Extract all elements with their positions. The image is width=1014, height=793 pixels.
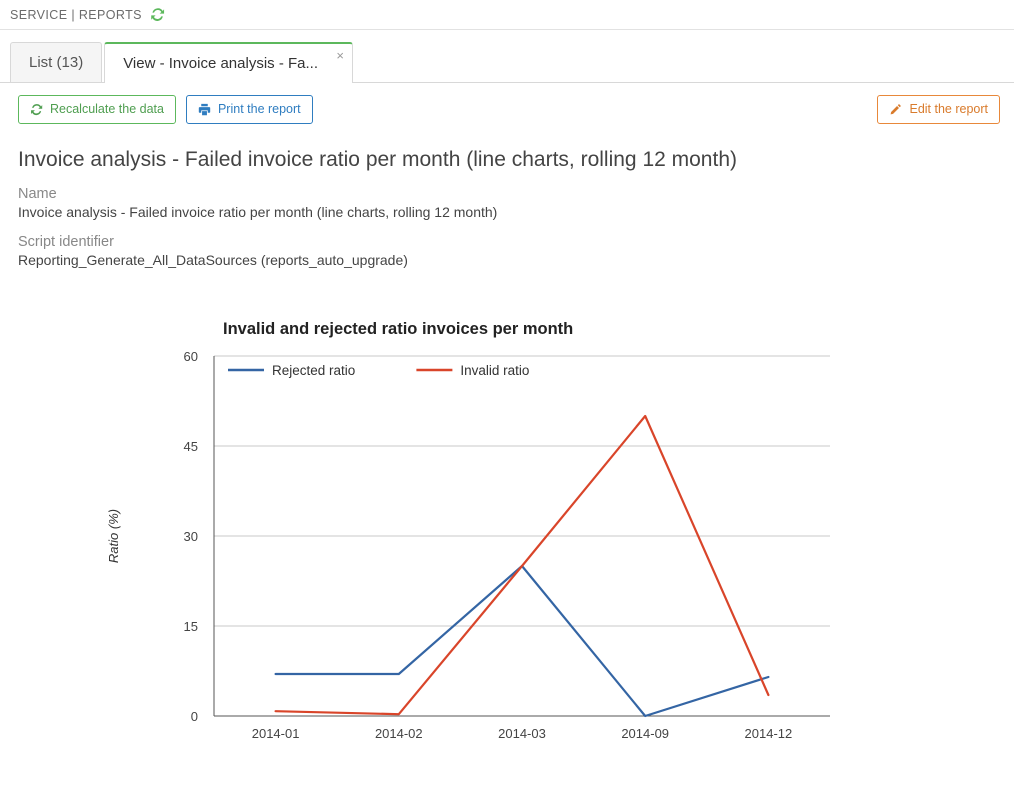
tab-view-invoice-analysis[interactable] [104, 42, 353, 83]
pencil-icon [889, 103, 902, 116]
tab-list-label: List (13) [29, 54, 84, 71]
chart-title: Invalid and rejected ratio invoices per month [223, 320, 574, 338]
tab-list[interactable] [10, 42, 102, 82]
print-report-button[interactable] [186, 95, 313, 124]
series-line [276, 566, 769, 716]
breadcrumb-bar [0, 0, 1014, 30]
refresh-icon[interactable] [150, 7, 165, 22]
script-identifier-value: Reporting_Generate_All_DataSources (reports_auto_upgrade) [18, 252, 408, 268]
breadcrumb[interactable]: SERVICE | REPORTS [10, 7, 142, 22]
page-title: Invoice analysis - Failed invoice ratio per month (line charts, rolling 12 month) [18, 148, 737, 171]
edit-report-label: Edit the report [909, 102, 988, 116]
legend-label: Invalid ratio [460, 363, 530, 378]
y-tick-label: 45 [183, 439, 198, 454]
x-tick-label: 2014-03 [498, 726, 546, 741]
tab-view-label: View - Invoice analysis - Fa... [123, 55, 318, 72]
y-tick-label: 60 [183, 349, 198, 364]
report-body [0, 148, 1014, 760]
toolbar [0, 83, 1014, 130]
print-report-label: Print the report [217, 102, 301, 116]
name-value: Invoice analysis - Failed invoice ratio per month (line charts, rolling 12 month) [18, 204, 498, 220]
legend-label: Rejected ratio [272, 363, 356, 378]
edit-report-button[interactable] [877, 95, 1000, 124]
x-tick-label: 2014-02 [374, 726, 423, 741]
x-tick-label: 2014-12 [744, 726, 793, 741]
refresh-icon [30, 103, 43, 116]
y-tick-label: 30 [183, 529, 198, 544]
name-label: Name [18, 186, 57, 202]
printer-icon [198, 103, 211, 116]
series-line [276, 416, 769, 714]
recalculate-data-label: Recalculate the data [50, 102, 164, 116]
x-tick-label: 2014-09 [621, 726, 670, 741]
recalculate-data-button[interactable] [18, 95, 176, 124]
x-tick-label: 2014-01 [251, 726, 300, 741]
y-axis-title: Ratio (%) [106, 508, 121, 564]
line-chart [18, 338, 998, 758]
y-tick-label: 0 [190, 709, 198, 724]
close-icon[interactable]: × [336, 48, 344, 63]
y-tick-label: 15 [183, 619, 198, 634]
chart-container [18, 320, 996, 760]
script-identifier-label: Script identifier [18, 234, 114, 250]
tab-strip [0, 30, 1014, 83]
